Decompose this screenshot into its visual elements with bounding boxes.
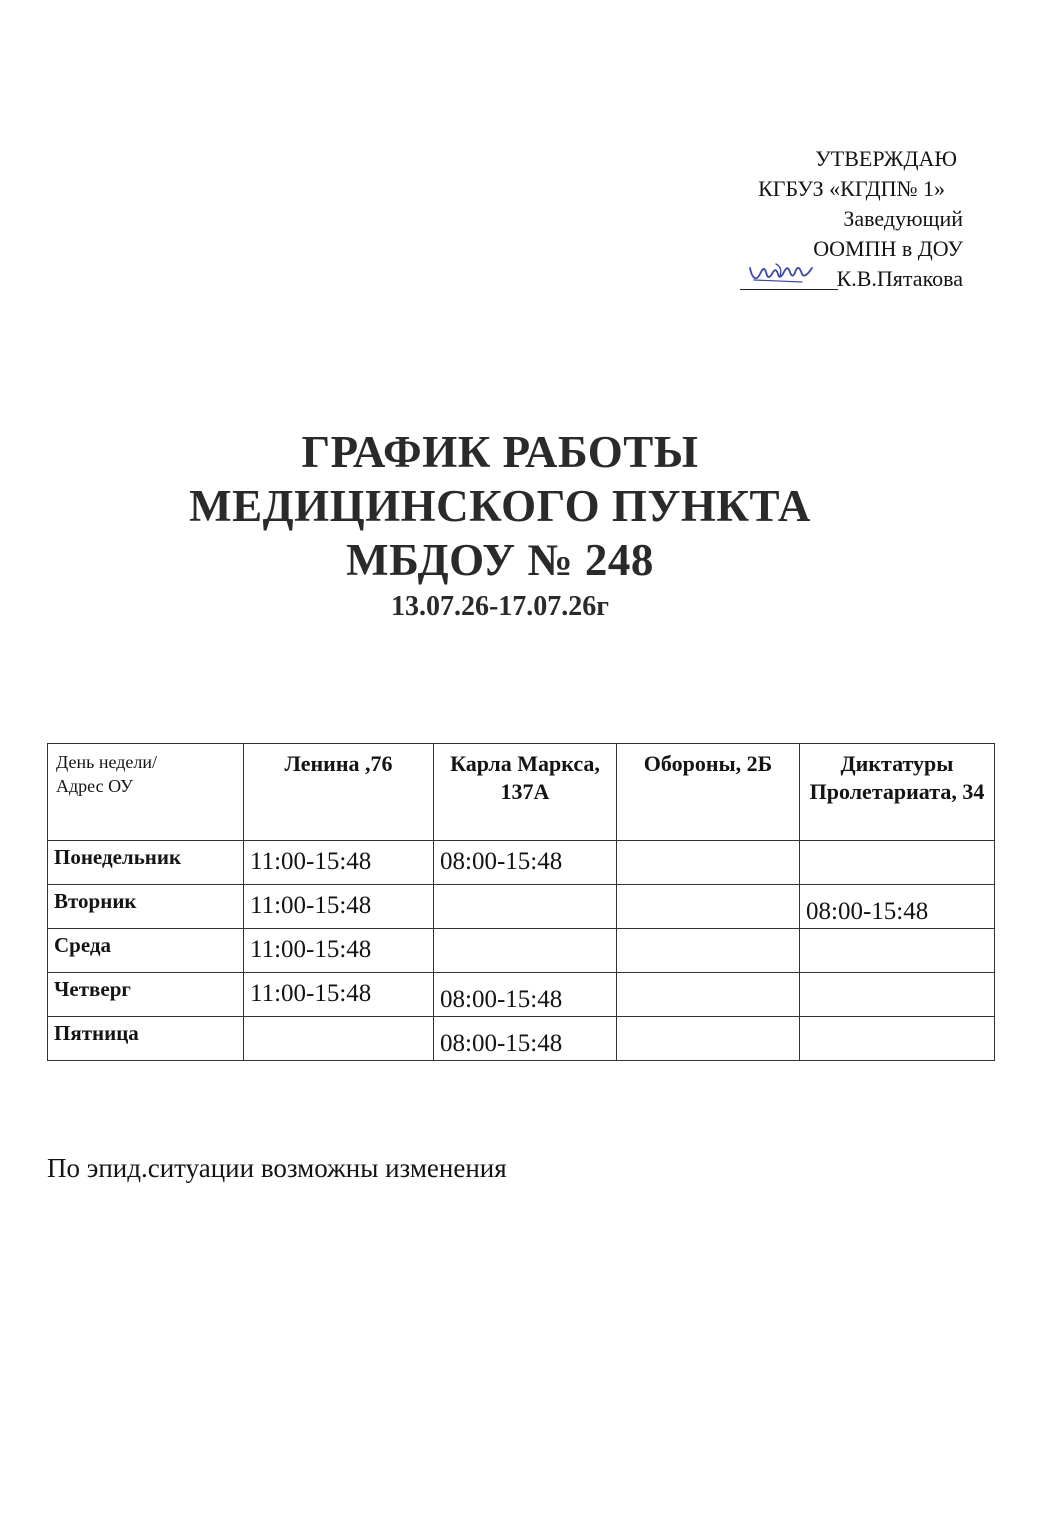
title-line-1: ГРАФИК РАБОТЫ: [301, 427, 699, 477]
time-cell: 11:00-15:48: [244, 885, 434, 929]
footnote: По эпид.ситуации возможны изменения: [47, 1153, 507, 1183]
time-cell: [617, 929, 800, 973]
day-cell: Четверг: [48, 973, 244, 1017]
time-cell: [800, 973, 995, 1017]
time-cell: 11:00-15:48: [244, 929, 434, 973]
time-cell: [617, 841, 800, 885]
approval-block: [623, 144, 963, 296]
header-diktatury: Диктатуры Пролетариата, 34: [800, 744, 995, 841]
table-header-row: [48, 744, 995, 841]
table-row: [48, 841, 995, 885]
day-cell: Вторник: [48, 885, 244, 929]
day-cell: Понедельник: [48, 841, 244, 885]
time-cell: 11:00-15:48: [244, 841, 434, 885]
time-cell: [617, 1017, 800, 1061]
handwritten-signature: [746, 260, 816, 290]
time-cell: 08:00-15:48: [434, 973, 617, 1017]
day-cell: Пятница: [48, 1017, 244, 1061]
header-oborony: Обороны, 2Б: [617, 744, 800, 841]
date-range: 13.07.26-17.07.26г: [390, 591, 610, 622]
time-cell: [800, 1017, 995, 1061]
approval-heading: УТВЕРЖДАЮ: [815, 146, 957, 171]
time-cell: [617, 973, 800, 1017]
time-cell: 11:00-15:48: [244, 973, 434, 1017]
table-row: [48, 885, 995, 929]
time-cell: [434, 885, 617, 929]
document-title: [0, 425, 1000, 625]
approval-organization: КГБУЗ «КГДП№ 1»: [758, 176, 945, 201]
table-row: [48, 973, 995, 1017]
time-cell: [800, 929, 995, 973]
title-line-3: МБДОУ № 248: [346, 535, 654, 585]
time-cell: 08:00-15:48: [800, 885, 995, 929]
time-cell: [244, 1017, 434, 1061]
table-row: [48, 1017, 995, 1061]
header-lenina: Ленина ,76: [244, 744, 434, 841]
day-cell: Среда: [48, 929, 244, 973]
schedule-table: [47, 743, 995, 1061]
approval-position: Заведующий: [843, 206, 963, 231]
title-line-2: МЕДИЦИНСКОГО ПУНКТА: [189, 481, 811, 531]
header-day-address: [48, 744, 244, 841]
time-cell: [800, 841, 995, 885]
approval-department: ООМПН в ДОУ: [813, 236, 963, 261]
signature-line: [740, 289, 838, 290]
time-cell: 08:00-15:48: [434, 841, 617, 885]
time-cell: 08:00-15:48: [434, 1017, 617, 1061]
signer-name: К.В.Пятакова: [836, 266, 963, 291]
table-row: [48, 929, 995, 973]
time-cell: [617, 885, 800, 929]
signature-row: [623, 264, 963, 296]
header-day-label: День недели/ Адрес ОУ: [56, 752, 157, 796]
time-cell: [434, 929, 617, 973]
header-karla-marksa: Карла Маркса, 137А: [434, 744, 617, 841]
